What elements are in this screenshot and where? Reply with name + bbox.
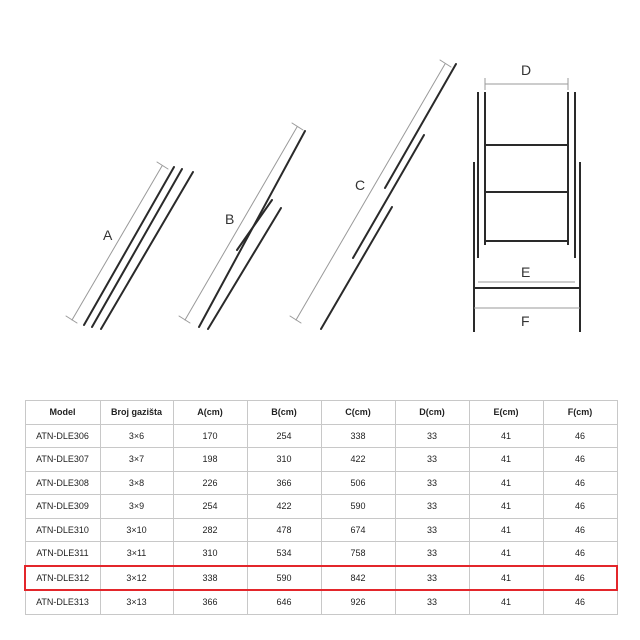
cell-f: 46 xyxy=(543,518,617,542)
header-model: Model xyxy=(25,401,100,425)
table-body xyxy=(25,424,617,614)
cell-model: ATN-DLE308 xyxy=(25,471,100,495)
cell-f: 46 xyxy=(543,448,617,472)
cell-d: 33 xyxy=(395,471,469,495)
cell-b: 534 xyxy=(247,542,321,566)
table-row xyxy=(25,518,617,542)
cell-step-count: 3×8 xyxy=(100,471,173,495)
cell-c: 674 xyxy=(321,518,395,542)
cell-step-count: 3×6 xyxy=(100,424,173,448)
header-b: B(cm) xyxy=(247,401,321,425)
header-a: A(cm) xyxy=(173,401,247,425)
cell-b: 590 xyxy=(247,566,321,591)
table-row xyxy=(25,542,617,566)
cell-b: 478 xyxy=(247,518,321,542)
cell-c: 590 xyxy=(321,495,395,519)
cell-c: 926 xyxy=(321,590,395,614)
table-row xyxy=(25,471,617,495)
header-step-count: Broj gazišta xyxy=(100,401,173,425)
cell-model: ATN-DLE310 xyxy=(25,518,100,542)
cell-d: 33 xyxy=(395,495,469,519)
table-row xyxy=(25,424,617,448)
cell-a: 226 xyxy=(173,471,247,495)
dimension-label-c: C xyxy=(355,177,366,193)
cell-e: 41 xyxy=(469,424,543,448)
cell-d: 33 xyxy=(395,542,469,566)
cell-step-count: 3×12 xyxy=(100,566,173,591)
cell-model: ATN-DLE312 xyxy=(25,566,100,591)
header-c: C(cm) xyxy=(321,401,395,425)
cell-f: 46 xyxy=(543,495,617,519)
cell-a: 254 xyxy=(173,495,247,519)
cell-e: 41 xyxy=(469,542,543,566)
cell-c: 758 xyxy=(321,542,395,566)
cell-b: 310 xyxy=(247,448,321,472)
dimension-label-b: B xyxy=(225,211,235,227)
cell-c: 422 xyxy=(321,448,395,472)
cell-d: 33 xyxy=(395,448,469,472)
cell-b: 646 xyxy=(247,590,321,614)
cell-c: 338 xyxy=(321,424,395,448)
cell-d: 33 xyxy=(395,518,469,542)
cell-model: ATN-DLE311 xyxy=(25,542,100,566)
cell-c: 506 xyxy=(321,471,395,495)
ladder-config-c xyxy=(290,60,456,329)
ladder-front-view xyxy=(474,78,580,332)
cell-step-count: 3×10 xyxy=(100,518,173,542)
cell-model: ATN-DLE306 xyxy=(25,424,100,448)
cell-d: 33 xyxy=(395,424,469,448)
cell-c: 842 xyxy=(321,566,395,591)
cell-b: 254 xyxy=(247,424,321,448)
table-row xyxy=(25,495,617,519)
cell-b: 366 xyxy=(247,471,321,495)
cell-f: 46 xyxy=(543,471,617,495)
table-row xyxy=(25,590,617,614)
dimension-label-a: A xyxy=(103,227,113,243)
table-row xyxy=(25,448,617,472)
cell-f: 46 xyxy=(543,590,617,614)
cell-model: ATN-DLE309 xyxy=(25,495,100,519)
dimension-label-d: D xyxy=(521,62,532,78)
cell-d: 33 xyxy=(395,590,469,614)
cell-step-count: 3×11 xyxy=(100,542,173,566)
cell-f: 46 xyxy=(543,424,617,448)
cell-a: 338 xyxy=(173,566,247,591)
cell-a: 310 xyxy=(173,542,247,566)
cell-d: 33 xyxy=(395,566,469,591)
cell-a: 366 xyxy=(173,590,247,614)
cell-f: 46 xyxy=(543,542,617,566)
cell-step-count: 3×9 xyxy=(100,495,173,519)
header-e: E(cm) xyxy=(469,401,543,425)
cell-e: 41 xyxy=(469,495,543,519)
specification-table xyxy=(24,400,618,615)
cell-e: 41 xyxy=(469,590,543,614)
cell-e: 41 xyxy=(469,471,543,495)
cell-a: 198 xyxy=(173,448,247,472)
cell-e: 41 xyxy=(469,448,543,472)
cell-model: ATN-DLE307 xyxy=(25,448,100,472)
cell-a: 282 xyxy=(173,518,247,542)
cell-step-count: 3×7 xyxy=(100,448,173,472)
dimension-label-e: E xyxy=(521,264,531,280)
cell-f: 46 xyxy=(543,566,617,591)
cell-e: 41 xyxy=(469,518,543,542)
cell-model: ATN-DLE313 xyxy=(25,590,100,614)
ladder-config-b xyxy=(179,123,305,329)
cell-a: 170 xyxy=(173,424,247,448)
ladder-config-a xyxy=(66,162,193,329)
header-f: F(cm) xyxy=(543,401,617,425)
cell-e: 41 xyxy=(469,566,543,591)
table-row-highlighted xyxy=(25,566,617,591)
dimension-label-f: F xyxy=(521,313,530,329)
table-header-row xyxy=(25,401,617,425)
header-d: D(cm) xyxy=(395,401,469,425)
cell-b: 422 xyxy=(247,495,321,519)
cell-step-count: 3×13 xyxy=(100,590,173,614)
